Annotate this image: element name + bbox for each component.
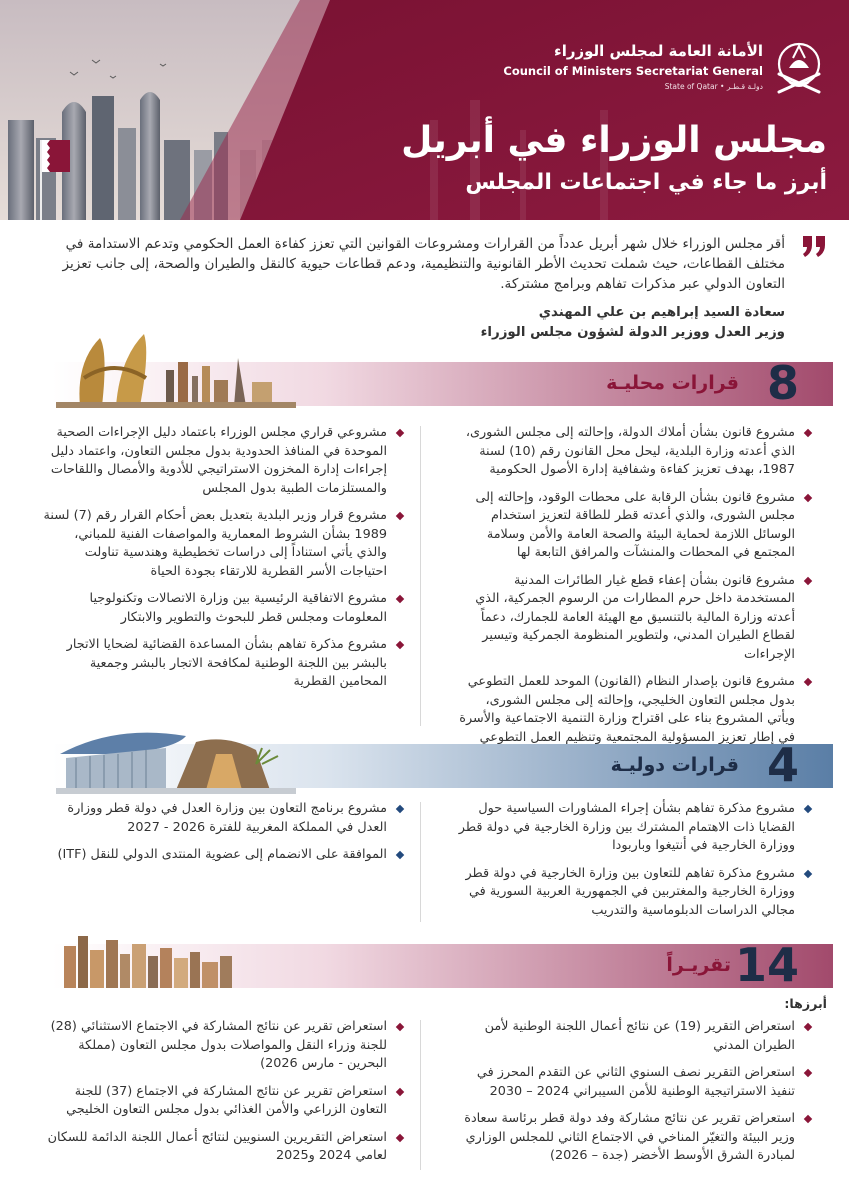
section-local-header — [0, 322, 849, 412]
towers-illustration — [56, 926, 256, 988]
bullet-diamond-icon — [396, 1133, 404, 1141]
bullet-diamond-icon — [396, 1023, 404, 1031]
speaker-name: سعادة السيد إبراهيم بن علي المهندي — [538, 305, 785, 320]
international-decisions-left-column — [41, 800, 403, 874]
column-divider — [420, 1020, 421, 1170]
bullet-diamond-icon — [396, 1087, 404, 1095]
list-item: مشروع مذكرة تفاهم بشأن المساعدة القضائية لضحايا الاتجار بالبشر بين اللجنة الوطنية لمكافحة الاتجار بالبشر وجمعية المحامين القطرية — [41, 636, 403, 692]
list-item: استعراض تقرير عن نتائج مشاركة وفد دولة قطر برئاسة سعادة وزير البيئة والتغيّر المناخي في الاجتماع الثاني للمجلس الوزاري لمبادرة الشرق الأوسط الأخضر (جدة – 2026) — [455, 1110, 811, 1166]
page-subtitle: أبرز ما جاء في اجتماعات المجلس — [465, 170, 827, 195]
column-divider — [420, 426, 421, 726]
intro-paragraph: أقر مجلس الوزراء خلال شهر أبريل عدداً من القرارات ومشروعات القوانين التي تعزز كفاءة العمل الحكومي وتدعم الاستدامة في مختلف القطاعات، حيث شملت تحديث الأطر القانونية والتنظيمية، ودعم قطاعات حيوية كالنقل والطيران والصحة، إلى جانب تعزيز التعاون الدولي عبر مذكرات تفاهم وبرامج مشتركة. — [62, 236, 785, 292]
local-decisions-left-column — [41, 424, 403, 701]
list-item: مشروع مذكرة تفاهم بشأن إجراء المشاورات السياسية حول القضايا ذات الاهتمام المشترك بين وزارة الخارجية في دولة قطر ووزارة الخارجية في أنتيغوا وباربودا — [455, 800, 811, 856]
list-item: مشروعي قراري مجلس الوزراء باعتماد دليل الإجراءات الصحية الموحدة في المنافذ الحدودية بدول مجلس التعاون، واعتماد دليل إجراءات إدارة المخزون الاستراتيجي للأدوية والأمصال واللقاحات والمستلزمات الطبية بدول المجلس — [41, 424, 403, 498]
bullet-diamond-icon — [804, 1023, 812, 1031]
qatar-emblem-icon — [771, 38, 827, 100]
bullet-diamond-icon — [804, 1069, 812, 1077]
hero-header — [0, 0, 849, 220]
list-item: استعراض التقرير (19) عن نتائج أعمال اللجنة الوطنية لأمن الطيران المدني — [455, 1018, 811, 1055]
page-title: مجلس الوزراء في أبريل — [401, 120, 827, 161]
list-item: مشروع برنامج التعاون بين وزارة العدل في دولة قطر ووزارة العدل في المملكة المغربية للفترة 2026 - 2027 — [41, 800, 403, 837]
list-item: مشروع قانون بشأن إعفاء قطع غيار الطائرات المدنية المستخدمة داخل حرم المطارات من الرسوم الجمركية، الذي أعدته وزارة المالية بالتنسيق مع الهيئة العامة للجمارك، دعماً لقطاع الطيران المدني، ولتطوير المنظومة الجمركية وتيسير الإجراءات — [455, 572, 811, 665]
logo-state-text: State of Qatar • دولـة قـطـر — [664, 82, 763, 91]
international-decisions-right-column — [455, 800, 811, 929]
section-international-header — [0, 710, 849, 800]
bullet-diamond-icon — [396, 429, 404, 437]
section-reports-header — [0, 920, 849, 996]
bullet-diamond-icon — [804, 1115, 812, 1123]
bullet-diamond-icon — [804, 576, 812, 584]
bullet-diamond-icon — [396, 641, 404, 649]
bullet-diamond-icon — [804, 805, 812, 813]
speaker-role: وزير العدل ووزير الدولة لشؤون مجلس الوزراء — [480, 325, 785, 340]
list-item: مشروع قرار وزير البلدية بتعديل بعض أحكام القرار رقم (7) لسنة 1989 بشأن الشروط المعمارية والمواصفات الفنية للمباني، والذي يأتي استناداً إلى دراسات تخطيطية وهندسية تناولت احتياجات الأسر القطرية للارتقاء بجودة الحياة — [41, 507, 403, 581]
airport-illustration — [56, 714, 296, 794]
local-decisions-count: 8 — [766, 356, 799, 410]
bullet-diamond-icon — [396, 512, 404, 520]
list-item: استعراض التقريرين السنويين لنتائج أعمال اللجنة الدائمة للسكان لعامي 2024 و2025 — [41, 1129, 403, 1166]
reports-count: 14 — [734, 938, 799, 992]
bullet-diamond-icon — [396, 805, 404, 813]
logo — [503, 38, 827, 108]
logo-arabic-text: الأمانة العامة لمجلس الوزراء — [554, 42, 763, 60]
international-decisions-label: قرارات دوليـة — [610, 754, 739, 776]
list-item: استعراض التقرير نصف السنوي الثاني عن التقدم المحرز في تنفيذ الاستراتيجية الوطنية للأمن السيبراني 2024 – 2030 — [455, 1064, 811, 1101]
local-decisions-right-column — [455, 424, 811, 756]
list-item: مشروع مذكرة تفاهم للتعاون بين وزارة الخارجية في دولة قطر ووزارة الخارجية والمغتربين في الجمهورية العربية السورية في مجالي الدراسات الدبلوماسية والتدريب — [455, 865, 811, 921]
reports-label: تقريـراً — [666, 954, 731, 976]
list-item: الموافقة على الانضمام إلى عضوية المنتدى الدولي للنقل (ITF) — [41, 846, 403, 865]
international-decisions-count: 4 — [766, 738, 799, 792]
bullet-diamond-icon — [804, 493, 812, 501]
logo-english-text: Council of Ministers Secretariat General — [503, 64, 763, 78]
list-item: مشروع قانون بإصدار النظام (القانون) الموحد للعمل التطوعي بدول مجلس التعاون الخليجي، وإحالته إلى مجلس الشورى، ويأتي المشروع بناء على اقتراح وزارة التنمية الاجتماعية والأسرة في إطار تعزيز المسؤولية المجتمعية وتنظيم العمل التطوعي — [455, 673, 811, 747]
list-item: استعراض تقرير عن نتائج المشاركة في الاجتماع (37) للجنة التعاون الزراعي والأمن الغذائي بدول مجلس التعاون الخليجي — [41, 1083, 403, 1120]
bullet-diamond-icon — [396, 851, 404, 859]
list-item: مشروع قانون بشأن الرقابة على محطات الوقود، وإحالته إلى مجلس الشورى، والذي أعدته قطر للطاقة لتعزيز استخدام الوسائل اللازمة لحماية البيئة والصحة العامة والأمن وسلامة المجتمع في المحطات والمنشآت والمرافق التابعة لها — [455, 489, 811, 563]
local-decisions-label: قرارات محليـة — [606, 372, 739, 394]
column-divider — [420, 802, 421, 922]
reports-left-column — [41, 1018, 403, 1175]
bullet-diamond-icon — [396, 595, 404, 603]
landmark-illustration — [56, 322, 296, 408]
list-item: استعراض تقرير عن نتائج المشاركة في الاجتماع الاستثنائي (28) للجنة وزراء النقل والمواصلات بدول مجلس التعاون (مملكة البحرين - مارس 2026) — [41, 1018, 403, 1074]
bullet-diamond-icon — [804, 869, 812, 877]
highlights-label: أبرزها: — [784, 996, 827, 1011]
reports-right-column — [455, 1018, 811, 1175]
bullet-diamond-icon — [804, 429, 812, 437]
list-item: مشروع الاتفاقية الرئيسية بين وزارة الاتصالات وتكنولوجيا المعلومات ومجلس قطر للبحوث والتطوير والابتكار — [41, 590, 403, 627]
bullet-diamond-icon — [804, 678, 812, 686]
quote-mark-icon — [799, 232, 829, 262]
list-item: مشروع قانون بشأن أملاك الدولة، وإحالته إلى مجلس الشورى، الذي أعدته وزارة البلدية، ليحل محل القانون رقم (10) لسنة 1987، بهدف تعزيز كفاءة وشفافية إدارة الأصول الحكومية — [455, 424, 811, 480]
